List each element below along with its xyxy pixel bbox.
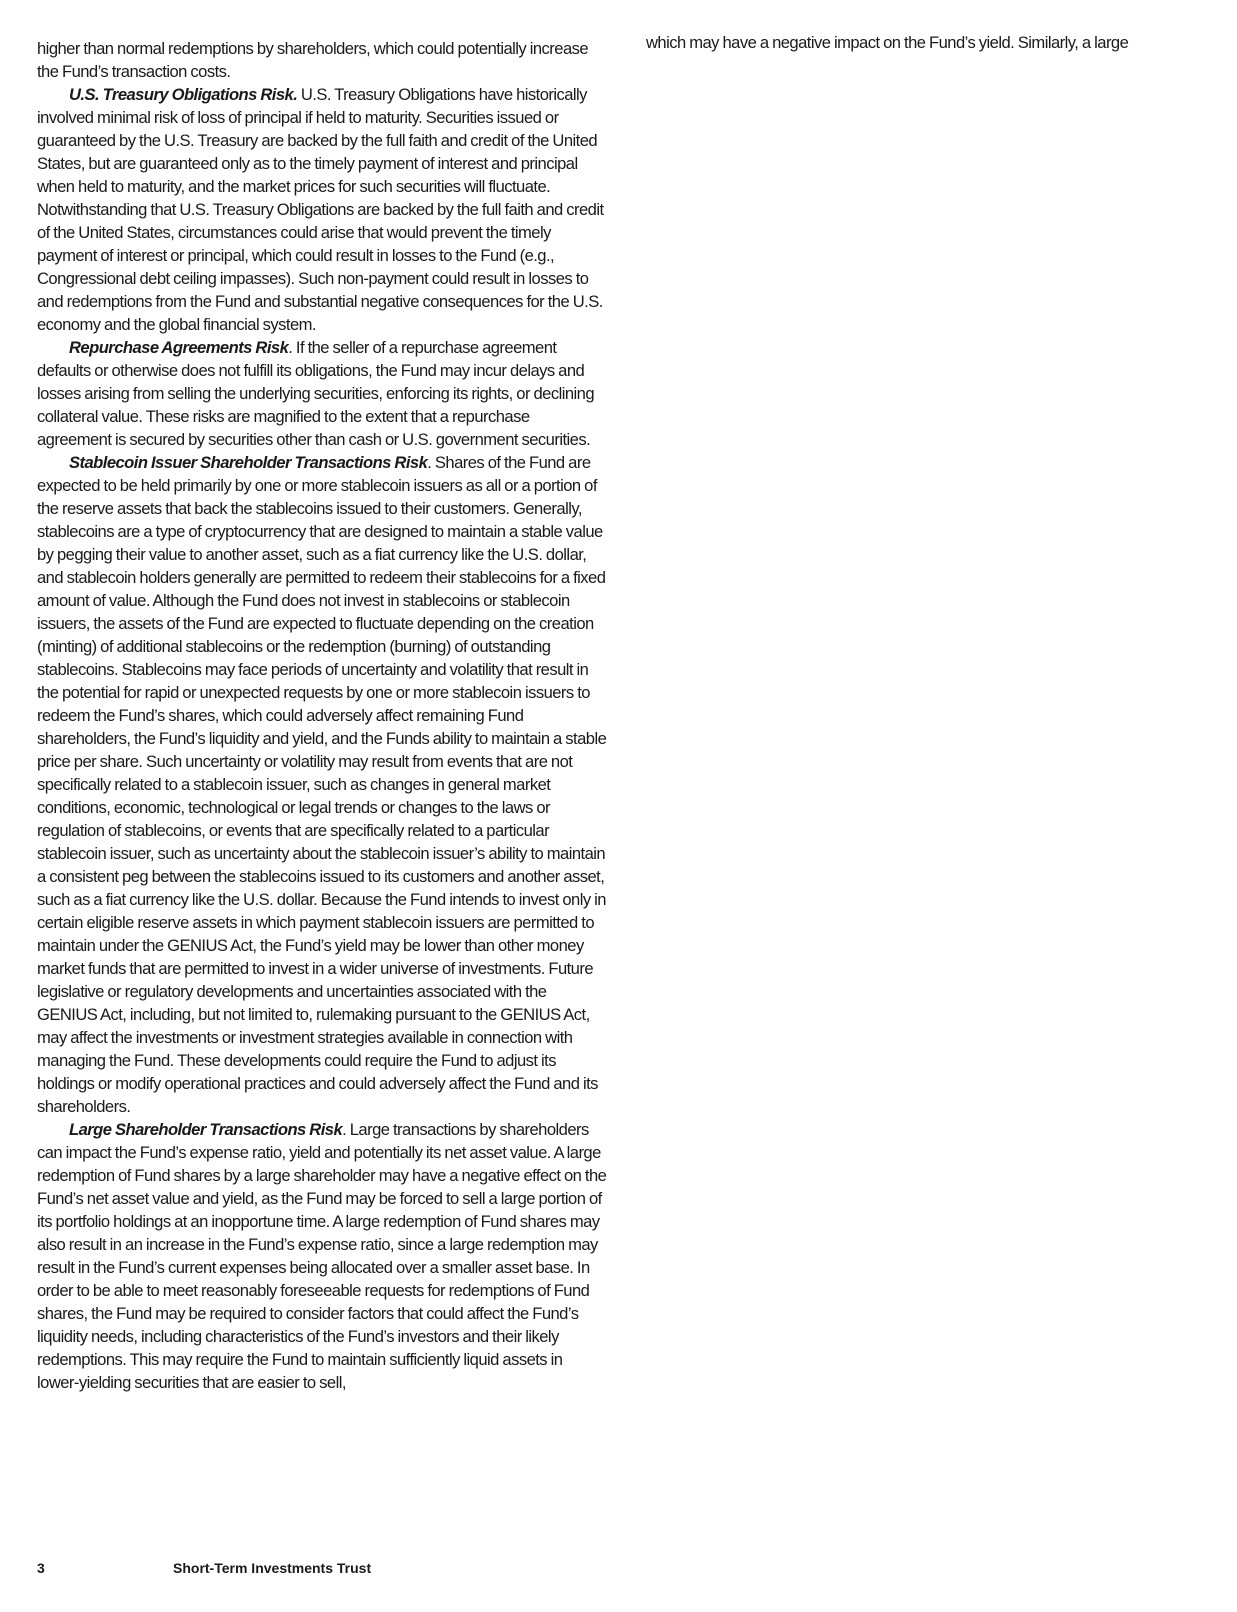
stablecoin-risk-heading: Stablecoin Issuer Shareholder Transactions Risk <box>69 453 428 472</box>
treasury-risk-body: U.S. Treasury Obligations have historically involved minimal risk of loss of principal if held to maturity. Securities issued or guaranteed by the U.S. Treasury are backed by the full faith and credit of the United States, but are guaranteed only as to the timely payment of interest and principal when held to maturity, and the market prices for such securities will fluctuate. Notwithstanding that U.S. Treasury Obligations are backed by the full faith and credit of the United States, circumstances could arise that would prevent the timely payment of interest or principal, which could result in losses to the Fund (e.g., Congressional debt ceiling impasses). Such non-payment could result in losses to and redemptions from the Fund and substantial negative consequences for the U.S. economy and the global financial system. <box>37 85 604 334</box>
large-shareholder-risk-paragraph <box>37 1118 607 1394</box>
stablecoin-risk-paragraph <box>37 451 607 1118</box>
repurchase-risk-body: . If the seller of a repurchase agreement defaults or otherwise does not fulfill its obligations, the Fund may incur delays and losses arising from selling the underlying securities, enforcing its rights, or declining collateral value. These risks are magnified to the extent that a repurchase agreement is secured by securities other than cash or U.S. government securities. <box>37 338 595 449</box>
left-column <box>37 37 607 1394</box>
stablecoin-risk-body: . Shares of the Fund are expected to be held primarily by one or more stablecoin issuers as all or a portion of the reserve assets that back the stablecoins issued to their customers. Generally, stablecoins are a type of cryptocurrency that are designed to maintain a stable value by pegging their value to another asset, such as a fiat currency like the U.S. dollar, and stablecoin holders generally are permitted to redeem their stablecoins for a fixed amount of value. Although the Fund does not invest in stablecoins or stablecoin issuers, the assets of the Fund are expected to fluctuate depending on the creation (minting) of additional stablecoins or the redemption (burning) of outstanding stablecoins. Stablecoins may face periods of uncertainty and volatility that result in the potential for rapid or unexpected requests by one or more stablecoin issuers to redeem the Fund’s shares, which could adversely affect remaining Fund shareholders, the Fund’s liquidity and yield, and the Funds ability to maintain a stable price per share. Such uncertainty or volatility may result from events that are not specifically related to a stablecoin issuer, such as changes in general market conditions, economic, technological or legal trends or changes to the laws or regulation of stablecoins, or events that are specifically related to a particular stablecoin issuer, such as uncertainty about the stablecoin issuer’s ability to maintain a consistent peg between the stablecoins issued to its customers and another asset, such as a fiat currency like the U.S. dollar. Because the Fund intends to invest only in certain eligible reserve assets in which payment stablecoin issuers are permitted to maintain under the GENIUS Act, the Fund’s yield may be lower than other money market funds that are permitted to invest in a wider universe of investments. Future legislative or regulatory developments and uncertainties associated with the GENIUS Act, including, but not limited to, rulemaking pursuant to the GENIUS Act, may affect the investments or investment strategies available in connection with managing the Fund. These developments could require the Fund to adjust its holdings or modify operational practices and could adversely affect the Fund and its shareholders. <box>37 453 607 1116</box>
page-number: 3 <box>37 1560 45 1576</box>
large-shareholder-risk-body: . Large transactions by shareholders can impact the Fund’s expense ratio, yield and potentially its net asset value. A large redemption of Fund shares by a large shareholder may have a negative effect on the Fund’s net asset value and yield, as the Fund may be forced to sell a large portion of its portfolio holdings at an inopportune time. A large redemption of Fund shares may also result in an increase in the Fund’s expense ratio, since a large redemption may result in the Fund’s current expenses being allocated over a smaller asset base. In order to be able to meet reasonably foreseeable requests for redemptions of Fund shares, the Fund may be required to consider factors that could affect the Fund’s liquidity needs, including characteristics of the Fund’s investors and their likely redemptions. This may require the Fund to maintain sufficiently liquid assets in lower-yielding securities that are easier to sell, <box>37 1120 607 1392</box>
document-name: Short-Term Investments Trust <box>173 1560 372 1576</box>
treasury-risk-paragraph <box>37 83 607 336</box>
right-column <box>646 31 1206 54</box>
large-shareholder-risk-heading: Large Shareholder Transactions Risk <box>69 1120 343 1139</box>
right-column-paragraph: which may have a negative impact on the Fund’s yield. Similarly, a large <box>646 33 1129 52</box>
repurchase-risk-heading: Repurchase Agreements Risk <box>69 338 289 357</box>
repurchase-risk-paragraph <box>37 336 607 451</box>
continued-paragraph: higher than normal redemptions by shareholders, which could potentially increase the Fund’s transaction costs. <box>37 39 589 81</box>
treasury-risk-heading: U.S. Treasury Obligations Risk. <box>69 85 298 104</box>
